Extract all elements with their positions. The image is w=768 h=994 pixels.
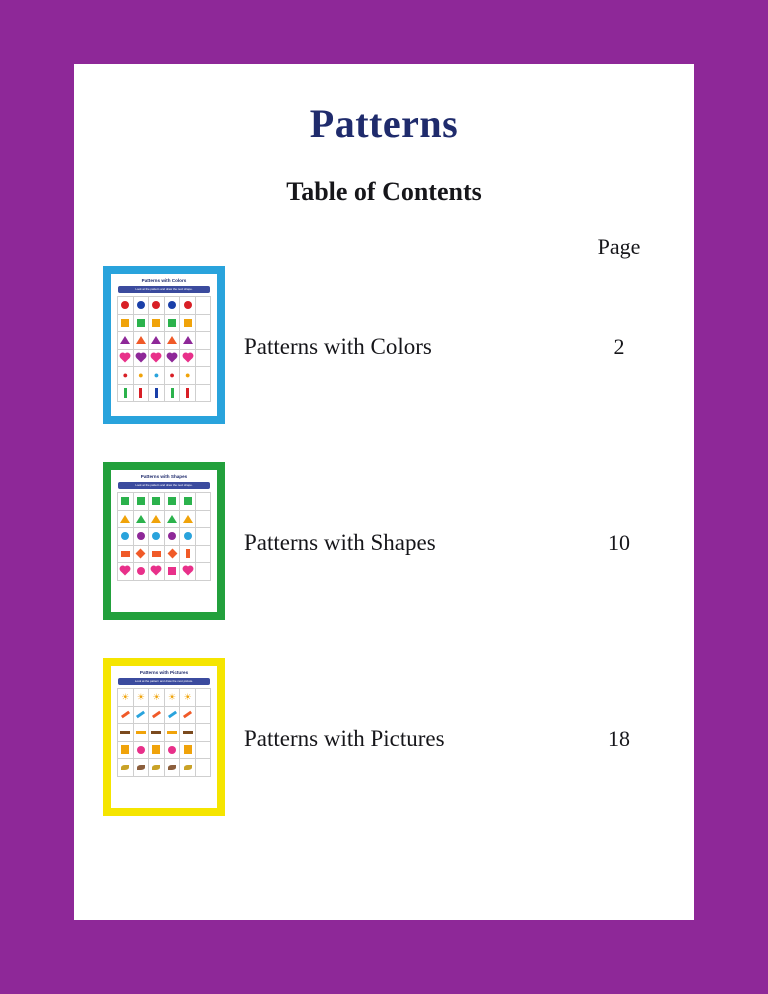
toc-entry-page: 2 [613, 334, 625, 359]
thumbnail-grid [117, 492, 211, 581]
toc-entry[interactable] [74, 266, 694, 462]
toc-entry-label[interactable]: Patterns with Colors [244, 334, 432, 359]
thumbnail-grid-row [118, 350, 211, 368]
thumbnail-grid-row [118, 493, 211, 511]
document-page [74, 64, 694, 920]
thumbnail-grid-row: ☀ ☀ ☀ ☀ ☀ [118, 689, 211, 707]
thumbnail-instruction: Look at the pattern and draw the next picture. [118, 678, 210, 685]
thumbnail-grid [117, 688, 211, 777]
thumbnail-grid-row [118, 511, 211, 529]
table-of-contents [74, 266, 694, 854]
thumbnail-grid-row [118, 297, 211, 315]
thumbnail-patterns-with-colors[interactable] [103, 266, 225, 424]
thumbnail-title: Patterns with Shapes [140, 474, 188, 479]
thumbnail-instruction: Look at the pattern and draw the next shape. [118, 482, 210, 489]
toc-entry-page: 18 [608, 726, 630, 751]
thumbnail-grid-row [118, 742, 211, 760]
thumbnail-grid-row [118, 385, 211, 403]
toc-entry[interactable] [74, 462, 694, 658]
thumbnail-grid-row [118, 528, 211, 546]
thumbnail-grid-row [118, 546, 211, 564]
thumbnail-title: Patterns with Pictures [139, 670, 189, 675]
page-subtitle: Table of Contents [286, 177, 482, 206]
thumbnail-title: Patterns with Colors [141, 278, 187, 283]
thumbnail-instruction: Look at the pattern and draw the next shape. [118, 286, 210, 293]
thumbnail-grid-row [118, 315, 211, 333]
thumbnail-grid-row [118, 332, 211, 350]
thumbnail-grid-row [118, 759, 211, 777]
thumbnail-patterns-with-pictures[interactable] [103, 658, 225, 816]
thumbnail-grid-row [118, 563, 211, 581]
page-title: Patterns [309, 101, 459, 146]
toc-entry[interactable] [74, 658, 694, 854]
toc-entry-page: 10 [608, 530, 630, 555]
thumbnail-grid-row [118, 724, 211, 742]
thumbnail-grid-row: ● ● ● ● ● [118, 367, 211, 385]
thumbnail-patterns-with-shapes[interactable] [103, 462, 225, 620]
page-column-header-label: Page [597, 234, 641, 259]
thumbnail-grid-row [118, 707, 211, 725]
thumbnail-grid [117, 296, 211, 402]
toc-entry-label[interactable]: Patterns with Pictures [244, 726, 445, 751]
toc-entry-label[interactable]: Patterns with Shapes [244, 530, 436, 555]
